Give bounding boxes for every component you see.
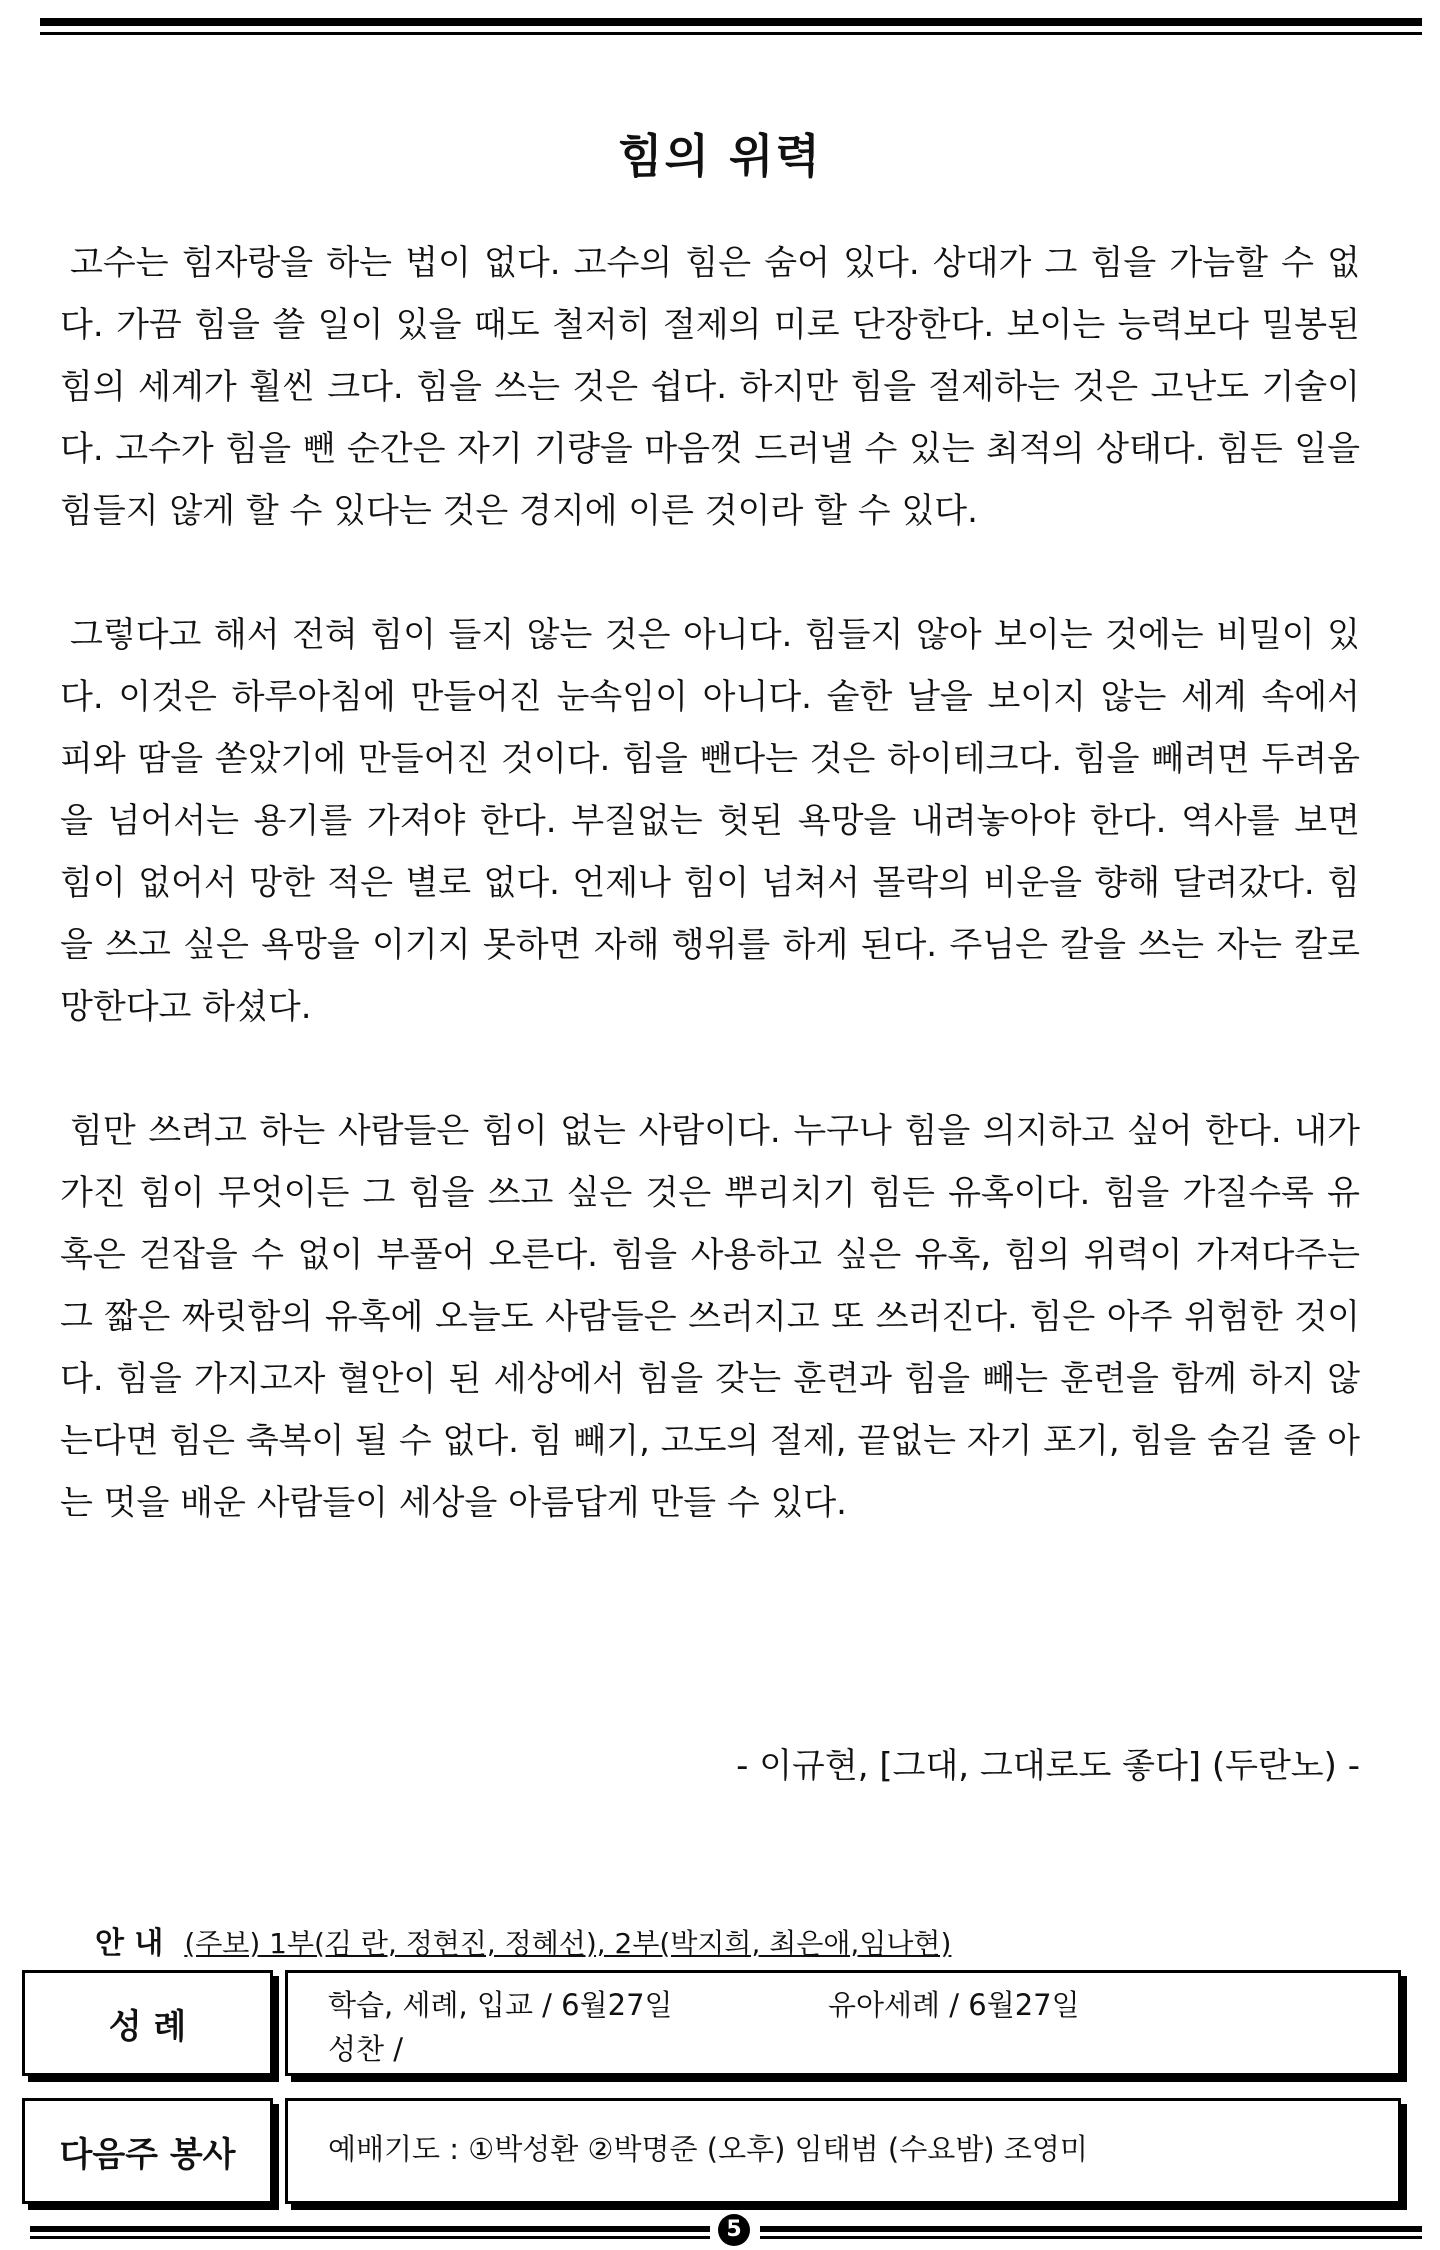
- paragraph-1: [60, 232, 1360, 542]
- notice-text: (주보) 1부(김 란, 정현진, 정혜선), 2부(박지희, 최은애,임나현): [184, 1927, 952, 1960]
- paragraph-2-text: 그렇다고 해서 전혀 힘이 들지 않는 것은 아니다. 힘들지 않아 보이는 것에는 비밀이 있다. 이것은 하루아침에 만들어진 눈속임이 아니다. 숱한 날을 보이지 않는 세계 속에서 피와 땀을 쏟았기에 만들어진 것이다. 힘을 뺀다는 것은 하이테크다. 힘을 빼려면 두려움을 넘어서는 용기를 가져야 한다. 부질없는 헛된 욕망을 내려놓아야 한다. 역사를 보면 힘이 없어서 망한 적은 별로 없다. 언제나 힘이 넘쳐서 몰락의 비운을 향해 달려갔다. 힘을 쓰고 싶은 욕망을 이기지 못하면 자해 행위를 하게 된다. 주님은 칼을 쓰는 자는 칼로 망한다고 하셨다.: [60, 615, 1360, 1027]
- article-credit: - 이규현, [그대, 그대로도 좋다] (두란노) -: [736, 1746, 1360, 1786]
- notice-label: 안 내: [95, 1926, 164, 1961]
- service-text: 예배기도 : ①박성환 ②박명준 (오후) 임태범 (수요밤) 조영미: [328, 2132, 1088, 2166]
- article-body: [60, 232, 1360, 1596]
- top-rule-thin: [40, 32, 1422, 35]
- paragraph-2: [60, 604, 1360, 1038]
- notice-line: [95, 1918, 951, 1962]
- bottom-rule-left: [30, 2226, 710, 2232]
- service-label: 다음주 봉사: [59, 2134, 236, 2175]
- paragraph-3: [60, 1100, 1360, 1534]
- article-title: 힘의 위력: [618, 129, 822, 183]
- page-number: 5: [718, 2214, 750, 2246]
- service-content-box: [285, 2098, 1401, 2204]
- sacrament-content-box: [285, 1970, 1401, 2076]
- sacrament-baptism: 학습, 세례, 입교 / 6월27일: [328, 1988, 673, 2022]
- sacrament-infant-baptism: 유아세례 / 6월27일: [828, 1988, 1080, 2022]
- sacrament-label-box: [22, 1970, 273, 2076]
- bottom-rule-left-thin: [30, 2236, 710, 2239]
- sacrament-communion: 성찬 /: [328, 2032, 404, 2066]
- sacrament-line-1: [328, 1983, 1358, 2027]
- bottom-rule-right-thin: [760, 2236, 1422, 2239]
- service-label-box: [22, 2098, 273, 2204]
- top-rule: [40, 18, 1422, 26]
- bottom-rule-right: [760, 2226, 1422, 2232]
- sacrament-label: 성 례: [108, 2006, 187, 2047]
- paragraph-3-text: 힘만 쓰려고 하는 사람들은 힘이 없는 사람이다. 누구나 힘을 의지하고 싶어 한다. 내가 가진 힘이 무엇이든 그 힘을 쓰고 싶은 것은 뿌리치기 힘든 유혹이다. 힘을 가질수록 유혹은 걷잡을 수 없이 부풀어 오른다. 힘을 사용하고 싶은 유혹, 힘의 위력이 가져다주는 그 짧은 짜릿함의 유혹에 오늘도 사람들은 쓰러지고 또 쓰러진다. 힘은 아주 위험한 것이다. 힘을 가지고자 혈안이 된 세상에서 힘을 갖는 훈련과 힘을 빼는 훈련을 함께 하지 않는다면 힘은 축복이 될 수 없다. 힘 빼기, 고도의 절제, 끝없는 자기 포기, 힘을 숨길 줄 아는 멋을 배운 사람들이 세상을 아름답게 만들 수 있다.: [60, 1111, 1361, 1523]
- paragraph-1-text: 고수는 힘자랑을 하는 법이 없다. 고수의 힘은 숨어 있다. 상대가 그 힘을 가늠할 수 없다. 가끔 힘을 쓸 일이 있을 때도 철저히 절제의 미로 단장한다. 보이는 능력보다 밀봉된 힘의 세계가 훨씬 크다. 힘을 쓰는 것은 쉽다. 하지만 힘을 절제하는 것은 고난도 기술이다. 고수가 힘을 뺀 순간은 자기 기량을 마음껏 드러낼 수 있는 최적의 상태다. 힘든 일을 힘들지 않게 할 수 있다는 것은 경지에 이른 것이라 할 수 있다.: [60, 243, 1360, 531]
